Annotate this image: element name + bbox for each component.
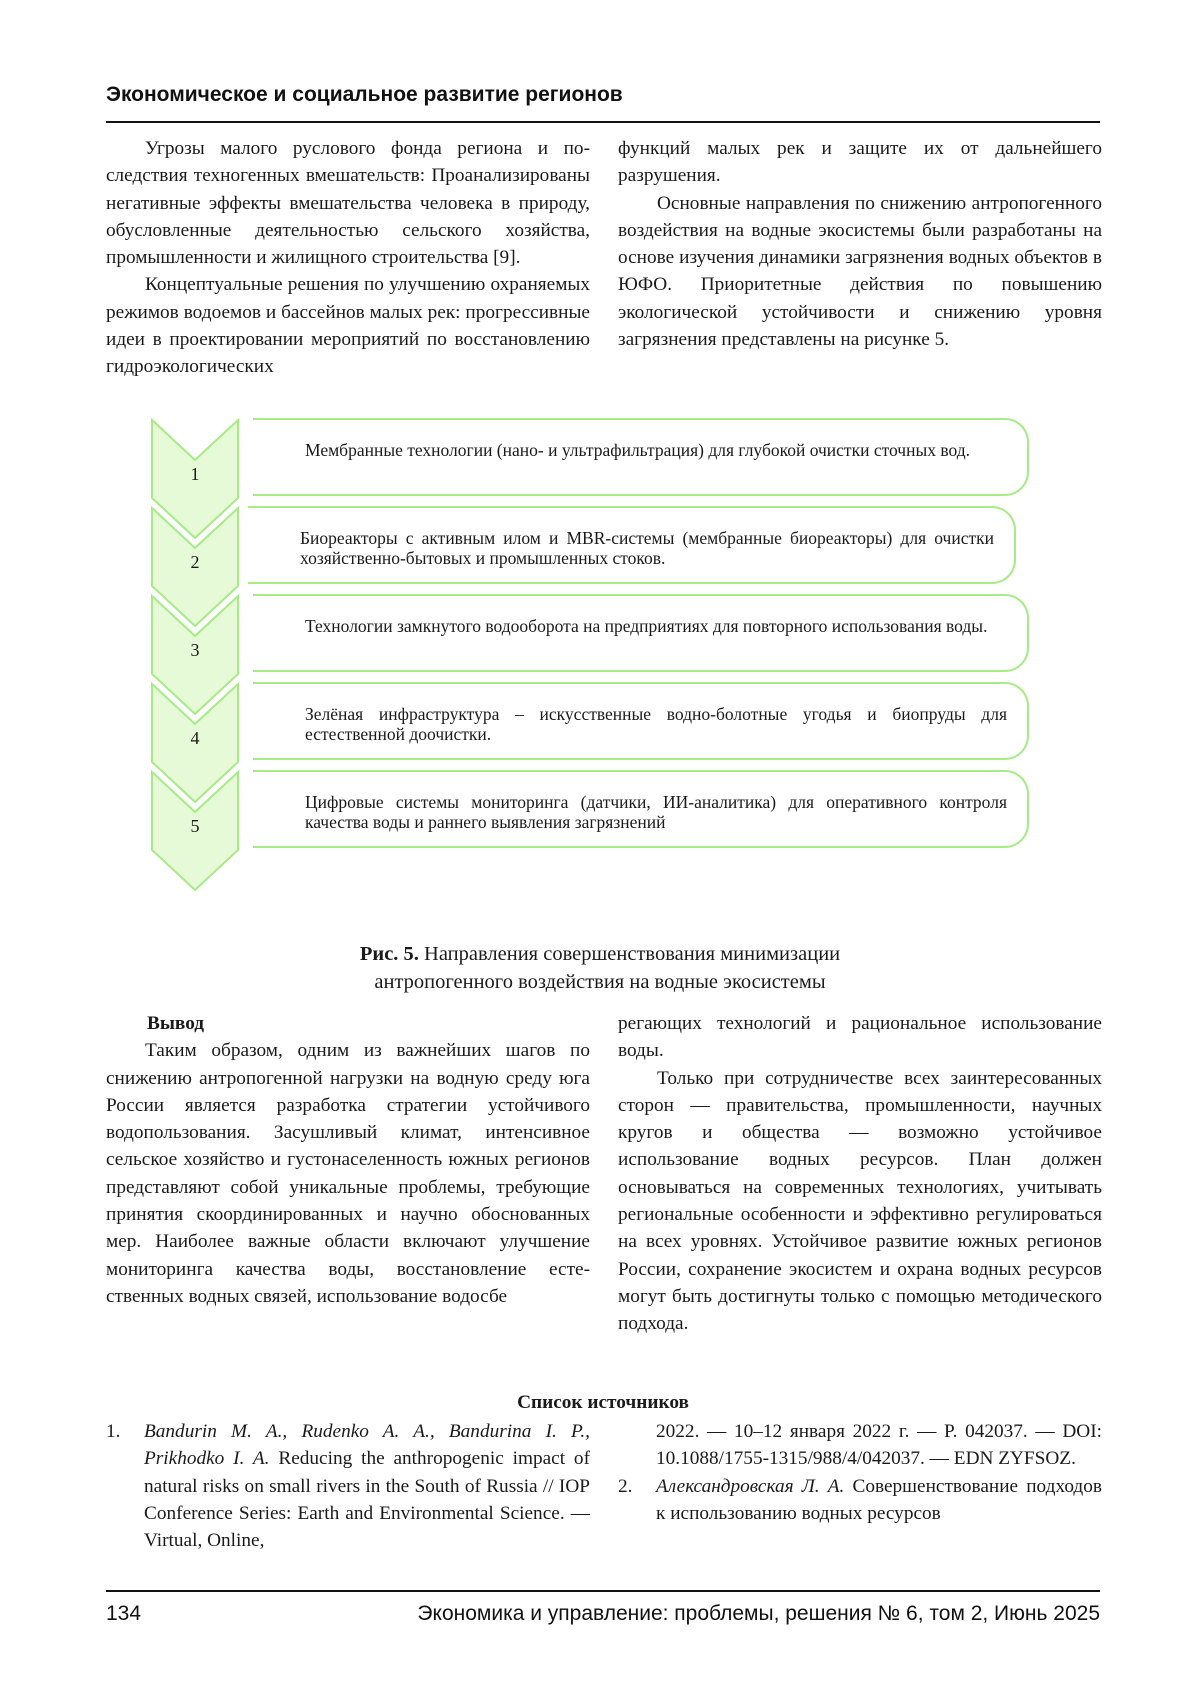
step-number: 2 [190,552,200,572]
caption-line-2: антропогенного воздействия на водные экосистемы [374,971,826,993]
column-top-right [618,135,1102,353]
paragraph: Только при сотрудничестве всех заинтересованных сторон — правительства, промышленности, научных кругов и общества — возможно устойчивое использование водных ресурсов. План должен основываться на современных технологиях, учитывать региональные особенности и эффективно регулироваться на всех уровнях. Устойчивое развитие южных регионов России, сохранение экосистем и охрана водных ресурсов могут быть достигнуты только с помощью методического подхода. [618,1067,1102,1335]
running-title: Экономическое и социальное развитие регионов [106,83,623,106]
step-box-2 [248,506,1016,584]
figure-5-diagram [150,418,1050,938]
step-number: 4 [190,728,200,748]
step-number: 3 [190,640,200,660]
paragraph: Угрозы малого руслового фонда региона и последствия техногенных вмешательств: Проанализированы негативные эффекты вмешательства человека в природу, обусловленные деятельностью сельского хозяйства, промышленности и жилищного строительства [9]. [106,138,590,269]
reference-item [106,1418,590,1554]
step-text: Биореакторы с активным илом и MBR-системы (мембранные биореакторы) для очистки хозяйственно-бытовых и промышленных стоков. [300,528,994,568]
paragraph: регающих технологий и рациональное использование воды. [618,1013,1102,1062]
step-text: Технологии замкнутого водооборота на предприятиях для повторного использования воды. [305,616,988,636]
journal-title: Экономика и управление: проблемы, решения № 6, том 2, Июнь 2025 [417,1602,1100,1625]
paragraph: Таким образом, одним из важнейших шагов по снижению антропогенной нагрузки на водную среду юга России является разработка стратегии устойчивого водопользования. Засушливый климат, интенсивное сельское хозяйство и густонаселенность южных регионов представляют собой уникальные проблемы, требующие принятия скоординированных и научно обоснованных мер. Наиболее важные области включают улучшение мониторинга качества воды, восстановление естественных водных связей, использование водосбе [106,1040,590,1307]
reference-continuation: 2022. — 10–12 января 2022 г. — P. 042037. — DOI: 10.1088/1755-1315/988/4/042037. — EDN ZYFSOZ. [656,1421,1102,1470]
page-number: 134 [106,1602,142,1625]
step-text: Мембранные технологии (нано- и ультрафильтрация) для глубокой очистки сточных вод. [305,440,971,460]
references-left [106,1418,590,1554]
step-box-3 [253,594,1029,672]
chevron-column [150,418,270,938]
footer-rule [106,1590,1100,1592]
reference-authors: Bandurin M. A., Rudenko A. A., Bandurina I. P., Prikhodko I. A. [144,1421,590,1470]
step-box-4 [253,682,1029,760]
column-bottom-right [618,1010,1102,1338]
step-text: Цифровые системы мониторинга (датчики, ИИ-аналитика) для оперативного контроля качества воды и раннего выявления загрязнений [305,792,1007,832]
column-bottom-left [106,1010,590,1310]
reference-text: Reducing the anthropogenic impact of natural risks on small rivers in the South of Russia // IOP Conference Series: Earth and Environmental Science. — Virtual, Online, [144,1448,590,1552]
step-number: 1 [190,464,200,484]
reference-number: 1. [106,1421,121,1442]
caption-line-1: Направления совершенствования минимизации [418,943,841,965]
figure-label: Рис. 5. [359,943,419,965]
reference-text: Совершенствование подходов к использованию водных ресурсов [656,1475,1102,1524]
reference-item [618,1473,1102,1528]
column-top-left [106,135,590,381]
paragraph: Основные направления по снижению антропогенного воздействия на водные экосистемы были разработаны на основе изучения динамики загрязнения водных объектов в ЮФО. Приоритетные действия по повышению экологической устойчивости и снижению уровня загрязнения представлены на рисунке 5. [618,192,1102,351]
step-text: Зелёная инфраструктура – искусственные водно-болотные угодья и биопруды для естественной доочистки. [305,704,1007,744]
section-heading: Вывод [147,1013,205,1034]
paragraph: Концептуальные решения по улучшению охраняемых режимов водоемов и бассейнов малых рек: прогрессивные идеи в проектировании мероприятий по восстановлению гидроэкологических [106,274,590,378]
step-box-1 [253,418,1029,496]
reference-number: 2. [618,1475,633,1497]
step-box-5 [253,770,1029,848]
references-right [618,1418,1102,1527]
step-number: 5 [190,816,200,836]
paragraph: функций малых рек и защите их от дальнейшего разрушения. [618,138,1102,187]
references-heading: Список источников [517,1392,689,1413]
reference-authors: Александровская Л. А. [656,1475,845,1497]
figure-caption [150,940,1050,996]
header-rule [106,121,1100,123]
